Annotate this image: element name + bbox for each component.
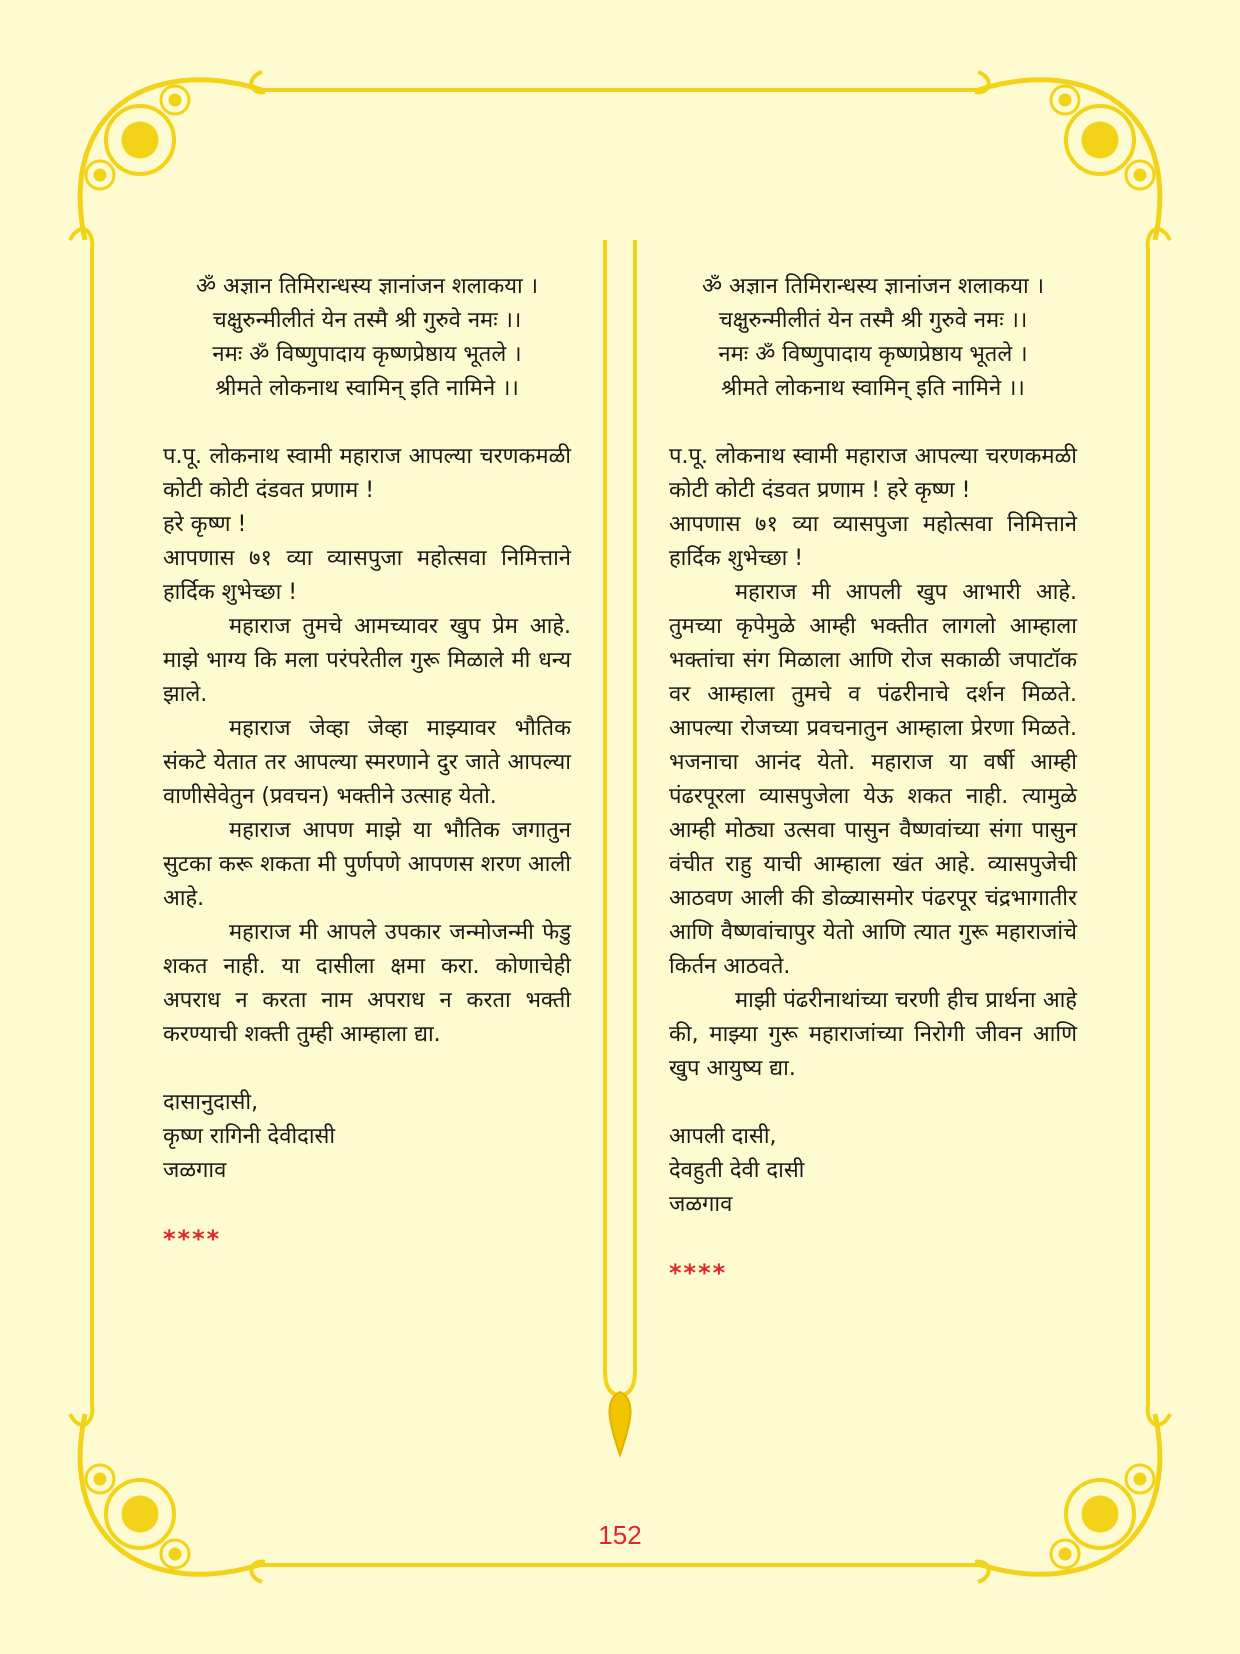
star-separator: ****: [163, 1225, 222, 1253]
letter-left: [163, 270, 571, 1256]
greeting: प.पू. लोकनाथ स्वामी महाराज आपल्या चरणकमळी कोटी कोटी दंडवत प्रणाम ! हरे कृष्ण !: [669, 444, 1077, 503]
closing: दासानुदासी,: [163, 1090, 259, 1115]
sender-name: कृष्ण रागिनी देवीदासी: [163, 1124, 336, 1149]
greeting: प.पू. लोकनाथ स्वामी महाराज आपल्या चरणकमळी कोटी कोटी दंडवत प्रणाम !: [163, 444, 571, 503]
center-divider: [605, 240, 635, 1395]
verse-line: चक्षुरुन्मीलीतं येन तस्मै श्री गुरुवे नमः ।।: [718, 308, 1028, 333]
signature-block: [163, 1086, 571, 1188]
corner-ornament-top-left: [70, 72, 265, 250]
body-paragraph: महाराज जेव्हा जेव्हा माझ्यावर भौतिक संकटे येतात तर आपल्या स्मरणाने दुर जाते आपल्या वाणीसेवेतुन (प्रवचन) भक्तीने उत्साह येतो.: [163, 716, 571, 809]
star-separator: ****: [669, 1259, 728, 1287]
body-paragraph: महाराज तुमचे आमच्यावर खुप प्रेम आहे. माझे भाग्य कि मला परंपरेतील गुरू मिळाले मी धन्य झाले.: [163, 614, 571, 707]
corner-ornament-bottom-right: [975, 1404, 1170, 1582]
verse-line: श्रीमते लोकनाथ स्वामिन् इति नामिने ।।: [721, 376, 1025, 401]
invocation-verse: [163, 270, 571, 406]
verse-line: श्रीमते लोकनाथ स्वामिन् इति नामिने ।।: [215, 376, 519, 401]
verse-line: चक्षुरुन्मीलीतं येन तस्मै श्री गुरुवे नमः ।।: [212, 308, 522, 333]
verse-line: ॐ अज्ञान तिमिरान्धस्य ज्ञानांजन शलाकया ।: [195, 274, 539, 299]
wishes: आपणास ७१ व्या व्यासपुजा महोत्सवा निमित्ताने हार्दिक शुभेच्छा !: [163, 546, 571, 605]
signature-block: [669, 1120, 1077, 1222]
sender-name: देवहुती देवी दासी: [669, 1158, 805, 1183]
divider-drop: [609, 1392, 630, 1455]
page-number: 152: [598, 1520, 642, 1550]
sender-place: जळगाव: [669, 1192, 733, 1217]
verse-line: ॐ अज्ञान तिमिरान्धस्य ज्ञानांजन शलाकया ।: [701, 274, 1045, 299]
body-paragraph: महाराज आपण माझे या भौतिक जगातुन सुटका करू शकता मी पुर्णपणे आपणस शरण आली आहे.: [163, 818, 571, 911]
body-paragraph: महाराज मी आपले उपकार जन्मोजन्मी फेडु शकत नाही. या दासीला क्षमा करा. कोणाचेही अपराध न करता नाम अपराध न करता भक्ती करण्याची शक्ती तुम्ही आम्हाला द्या.: [163, 920, 571, 1047]
invocation-verse: [669, 270, 1077, 406]
verse-line: नमः ॐ विष्णुपादाय कृष्णप्रेष्ठाय भूतले ।: [212, 342, 522, 367]
corner-ornament-top-right: [975, 72, 1170, 250]
corner-ornament-bottom-left: [70, 1404, 265, 1582]
wishes: आपणास ७१ व्या व्यासपुजा महोत्सवा निमित्ताने हार्दिक शुभेच्छा !: [669, 512, 1077, 571]
closing: आपली दासी,: [669, 1124, 777, 1149]
verse-line: नमः ॐ विष्णुपादाय कृष्णप्रेष्ठाय भूतले ।: [718, 342, 1028, 367]
body-paragraph: महाराज मी आपली खुप आभारी आहे. तुमच्या कृपेमुळे आम्ही भक्तीत लागलो आम्हाला भक्तांचा संग मिळाला आणि रोज सकाळी जपाटॉक वर आम्हाला तुमचे व पंढरीनाचे दर्शन मिळते. आपल्या रोजच्या प्रवचनातुन आम्हाला प्रेरणा मिळते. भजनाचा आनंद येतो. महाराज या वर्षी आम्ही पंढरपूरला व्यासपुजेला येऊ शकत नाही. त्यामुळे आम्ही मोठ्या उत्सवा पासुन वैष्णवांच्या संगा पासुन वंचीत राहु याची आम्हाला खंत आहे. व्यासपुजेची आठवण आली की डोळ्यासमोर पंढरपूर चंद्रभागातीर आणि वैष्णवांचापुर येतो आणि त्यात गुरू महाराजांचे किर्तन आठवते.: [669, 580, 1077, 979]
body-paragraph: माझी पंढरीनाथांच्या चरणी हीच प्रार्थना आहे की, माझ्या गुरू महाराजांच्या निरोगी जीवन आणि खुप आयुष्य द्या.: [669, 988, 1077, 1081]
hare-krishna: हरे कृष्ण !: [163, 512, 247, 537]
letter-right: [669, 270, 1077, 1290]
sender-place: जळगाव: [163, 1158, 227, 1183]
